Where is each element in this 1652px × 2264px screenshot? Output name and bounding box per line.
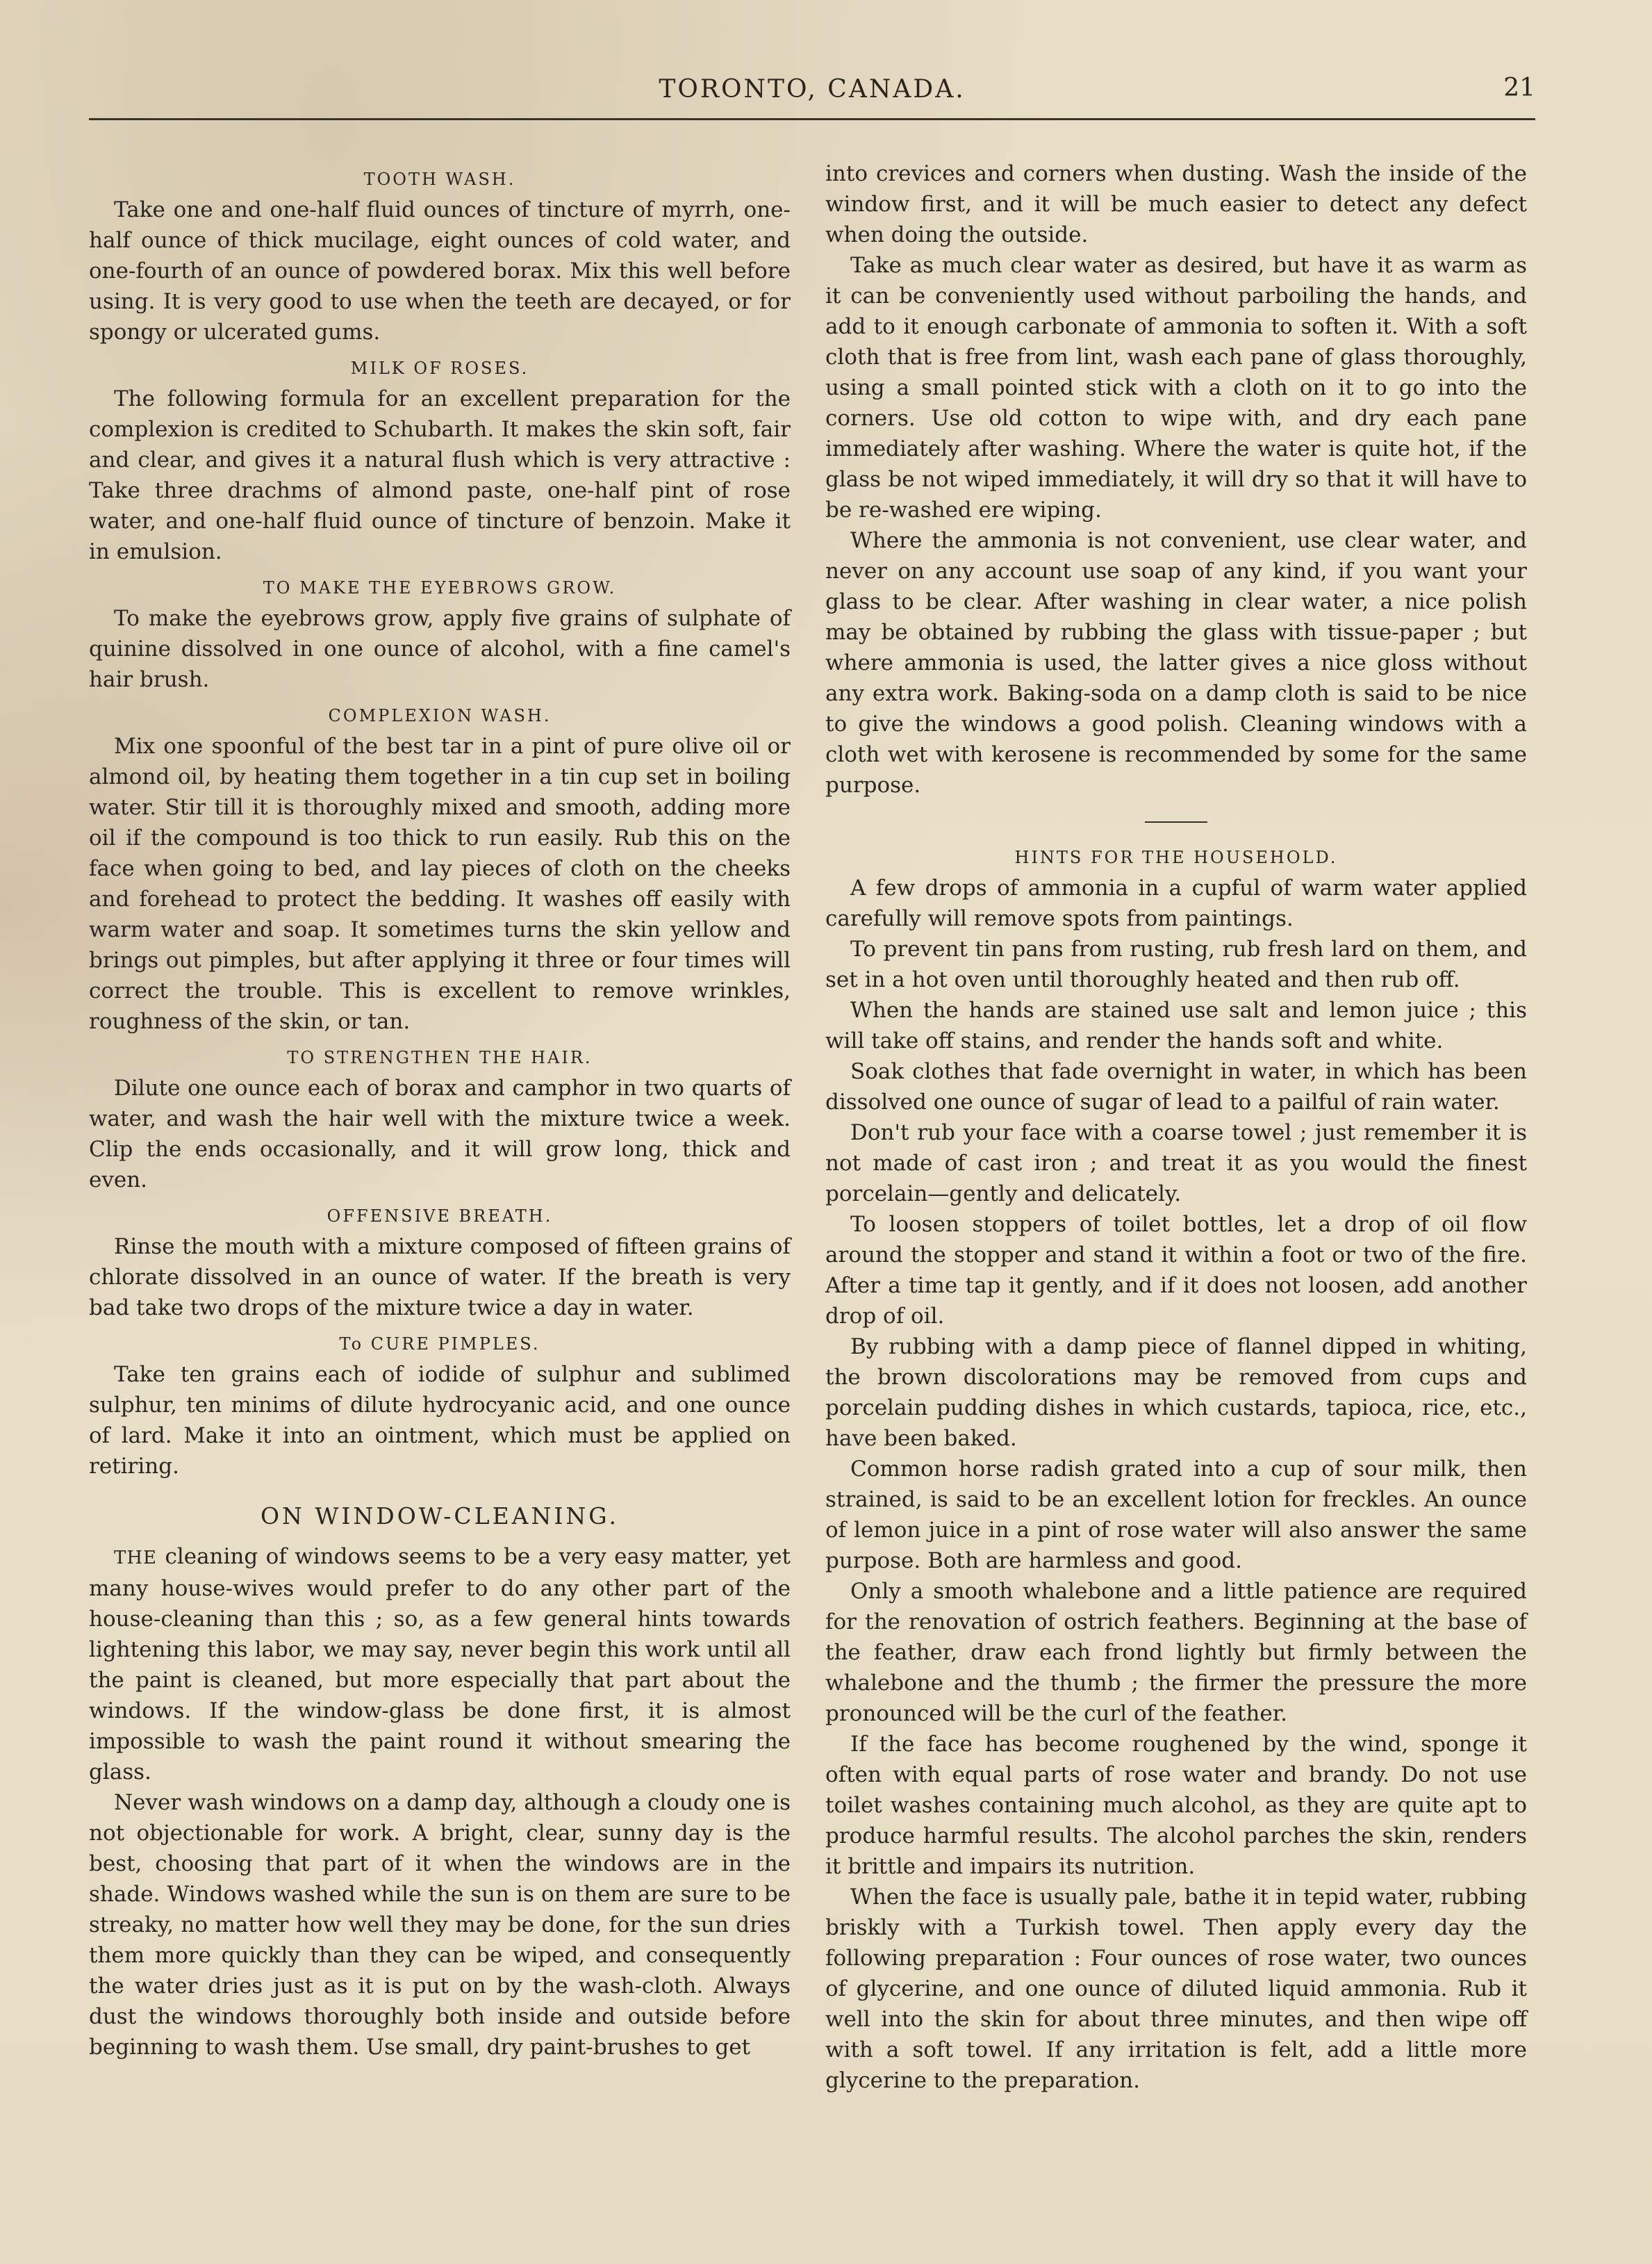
hint-item: When the hands are stained use salt and lemon juice ; this will take off stains, and render the hands soft and white. xyxy=(825,998,1527,1053)
left-column xyxy=(89,158,791,2062)
hint-item: By rubbing with a damp piece of flannel dipped in whiting, the brown discolorations may be removed from cups and porcelain pudding dishes in which custards, tapioca, rice, etc., have been baked. xyxy=(825,1334,1527,1451)
paragraph-window-cont-3: Where the ammonia is not convenient, use clear water, and never on any account use soap of any kind, if you want your glass to be clear. After washing in clear water, a nice polish may be obtained by rubbing the glass with tissue-paper ; but where ammonia is used, the latter gives a nice gloss without any extra work. Baking-soda on a damp cloth is said to be nice to give the windows a good polish. Cleaning windows with a cloth wet with kerosene is recommended by some for the same purpose. xyxy=(825,528,1527,798)
hint-item: To prevent tin pans from rusting, rub fresh lard on them, and set in a hot oven until thoroughly heated and then rub off. xyxy=(825,937,1527,992)
paragraph-tooth-wash: Take one and one-half fluid ounces of tincture of myrrh, one-half ounce of thick mucilage, eight ounces of cold water, and one-fourth of an ounce of powdered borax. Mix this well before using. It is very good to use when the teeth are decayed, or for spongy or ulcerated gums. xyxy=(89,197,791,345)
section-title-complexion-wash: COMPLEXION WASH. xyxy=(328,706,552,725)
section-title-hints: HINTS FOR THE HOUSEHOLD. xyxy=(1014,848,1338,867)
section-divider xyxy=(1145,821,1207,823)
hint-item: A few drops of ammonia in a cupful of warm water applied carefully will remove spots from paintings. xyxy=(825,876,1527,931)
paragraph-breath: Rinse the mouth with a mixture composed of fifteen grains of chlorate dissolved in an ounce of water. If the breath is very bad take two drops of the mixture twice a day in water. xyxy=(89,1234,791,1320)
paragraph-window-cleaning-1-text: cleaning of windows seems to be a very easy matter, yet many house-wives would prefer to do any other part of the house-cleaning than this ; so, as a few general hints towards lightening this labor, we may say, never begin this work until all the paint is cleaned, but more especially that part about the windows. If the window-glass be done first, it is almost impossible to wash the paint round it without smearing the glass. xyxy=(89,1544,791,1785)
hint-item: If the face has become roughened by the wind, sponge it often with equal parts of rose water and brandy. Do not use toilet washes containing much alcohol, as they are quite apt to produce harmful results. The alcohol parches the skin, renders it brittle and impairs its nutrition. xyxy=(825,1732,1527,1879)
hint-item: Common horse radish grated into a cup of sour milk, then strained, is said to be an excellent lotion for freckles. An ounce of lemon juice in a pint of rose water will also answer the same purpose. Both are harmless and good. xyxy=(825,1457,1527,1573)
section-title-pimples: To CURE PIMPLES. xyxy=(339,1334,540,1354)
hint-item: Only a smooth whalebone and a little patience are required for the renovation of ostrich feathers. Beginning at the base of the feather, draw each frond lightly but firmly between the whalebone and the thumb ; the firmer the pressure the more pronounced will be the curl of the feather. xyxy=(825,1579,1527,1726)
section-title-tooth-wash: TOOTH WASH. xyxy=(363,170,516,189)
right-column xyxy=(825,158,1527,2096)
paragraph-eyebrows: To make the eyebrows grow, apply five grains of sulphate of quinine dissolved in one ounce of alcohol, with a fine camel's hair brush. xyxy=(89,606,791,692)
hint-item: When the face is usually pale, bathe it in tepid water, rubbing briskly with a Turkish towel. Then apply every day the following preparation : Four ounces of rose water, two ounces of glycerine, and one ounce of diluted liquid ammonia. Rub it well into the skin for about three minutes, and then wipe off with a soft towel. If any irritation is felt, add a little more glycerine to the preparation. xyxy=(825,1885,1527,2093)
section-title-eyebrows: TO MAKE THE EYEBROWS GROW. xyxy=(263,578,617,598)
section-title-milk-of-roses: MILK OF ROSES. xyxy=(350,359,529,378)
lead-word: THE xyxy=(114,1548,157,1568)
paragraph-milk-of-roses: The following formula for an excellent preparation for the complexion is credited to Schubarth. It makes the skin soft, fair and clear, and gives it a natural flush which is very attractive : Take three drachms of almond paste, one-half pint of rose water, and one-half fluid ounce of tincture of benzoin. Make it in emulsion. xyxy=(89,386,791,564)
section-title-hair: TO STRENGTHEN THE HAIR. xyxy=(287,1048,593,1067)
paragraph-complexion-wash: Mix one spoonful of the best tar in a pint of pure olive oil or almond oil, by heating them together in a tin cup set in boiling water. Stir till it is thoroughly mixed and smooth, adding more oil if the compound is too thick to run easily. Rub this on the face when going to bed, and lay pieces of cloth on the cheeks and forehead to protect the bedding. It washes off easily with warm water and soap. It sometimes turns the skin yellow and brings out pimples, but after applying it three or four times will correct the trouble. This is excellent to remove wrinkles, roughness of the skin, or tan. xyxy=(89,734,791,1034)
section-title-breath: OFFENSIVE BREATH. xyxy=(327,1206,553,1226)
hint-item: Soak clothes that fade overnight in water, in which has been dissolved one ounce of sugar of lead to a pailful of rain water. xyxy=(825,1059,1527,1115)
hint-item: Don't rub your face with a coarse towel ; just remember it is not made of cast iron ; and treat it as you would the finest porcelain—gently and delicately. xyxy=(825,1120,1527,1206)
paragraph-hair: Dilute one ounce each of borax and camphor in two quarts of water, and wash the hair well with the mixture twice a week. Clip the ends occasionally, and it will grow long, thick and even. xyxy=(89,1076,791,1192)
hint-item: To loosen stoppers of toilet bottles, let a drop of oil flow around the stopper and stand it within a foot or two of the fire. After a time tap it gently, and if it does not loosen, add another drop of oil. xyxy=(825,1212,1527,1329)
paragraph-window-cont-1: into crevices and corners when dusting. Wash the inside of the window first, and it will be much easier to detect any defect when doing the outside. xyxy=(825,161,1527,247)
paragraph-pimples: Take ten grains each of iodide of sulphur and sublimed sulphur, ten minims of dilute hydrocyanic acid, and one ounce of lard. Make it into an ointment, which must be applied on retiring. xyxy=(89,1362,791,1479)
page-header xyxy=(89,69,1535,120)
article-title-window-cleaning: ON WINDOW-CLEANING. xyxy=(261,1502,619,1529)
paragraph-window-cleaning-2: Never wash windows on a damp day, although a cloudy one is not objectionable for work. A bright, clear, sunny day is the best, choosing that part of it when the windows are in the shade. Windows washed while the sun is on them are sure to be streaky, no matter how well they may be done, for the sun dries them more quickly than they can be wiped, and consequently the water dries just as it is put on by the wash-cloth. Always dust the windows thoroughly both inside and outside before beginning to wash them. Use small, dry paint-brushes to get xyxy=(89,1790,791,2060)
running-head: TORONTO, CANADA. xyxy=(659,75,966,104)
paragraph-window-cont-2: Take as much clear water as desired, but have it as warm as it can be conveniently used without parboiling the hands, and add to it enough carbonate of ammonia to soften it. With a soft cloth that is free from lint, wash each pane of glass thoroughly, using a small pointed stick with a cloth on it to go into the corners. Use old cotton to wipe with, and dry each pane immediately after washing. Where the water is quite hot, if the glass be not wiped immediately, it will dry so that it will have to be re-washed ere wiping. xyxy=(825,253,1527,523)
page-number: 21 xyxy=(1503,74,1535,102)
paragraph-window-cleaning-1 xyxy=(89,1541,791,1787)
